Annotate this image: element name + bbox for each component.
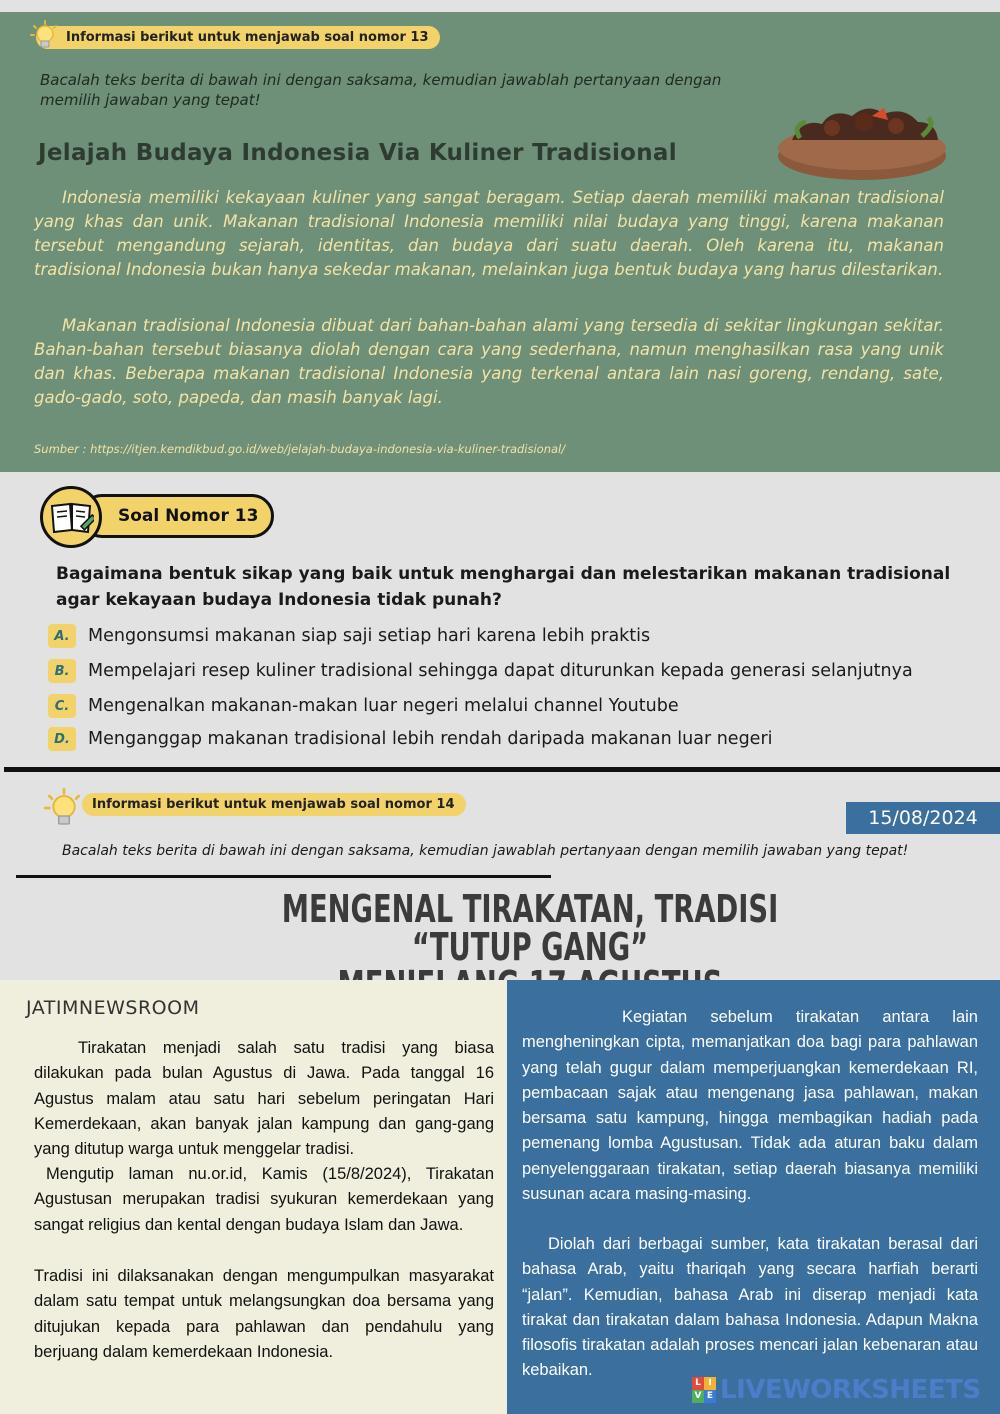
instruction-14: Bacalah teks berita di bawah ini dengan saksama, kemudian jawablah pertanyaan dengan memilih jawaban yang tepat! <box>62 843 909 859</box>
info-label-14: Informasi berikut untuk menjawab soal nomor 14 <box>82 793 466 816</box>
headline-line-1: MENGENAL TIRAKATAN, TRADISI “TUTUP GANG” <box>281 887 779 969</box>
liveworksheets-watermark[interactable] <box>692 1375 981 1405</box>
option-letter: C. <box>48 694 76 718</box>
lightbulb-icon <box>44 786 84 830</box>
question-number-label: Soal Nomor 13 <box>118 506 259 526</box>
liveworksheets-logo-icon <box>692 1377 716 1403</box>
article-paragraph-2: Makanan tradisional Indonesia dibuat dari bahan-bahan alami yang tersedia di sekitar lingkungan sekitar. Bahan-bahan tersebut biasanya diolah dengan cara yang sederhana, namun menghasilkan rasa yang unik dan khas. Beberapa makanan tradisional Indonesia yang terkenal antara lain nasi goreng, rendang, sate, gado-gado, soto, papeda, dan masih banyak lagi. <box>34 316 944 407</box>
answer-option-a[interactable] <box>48 622 650 650</box>
option-text: Mengenalkan makanan-makan luar negeri melalui channel Youtube <box>88 696 679 716</box>
news-paragraph-3: Tradisi ini dilaksanakan dengan mengumpulkan masyarakat dalam satu tempat untuk melangsungkan doa bersama yang ditujukan kepada para pahlawan dan pendahulu yang berjuang dalam kemerdekaan Indonesia. <box>34 1267 494 1361</box>
instruction-13: Bacalah teks berita di bawah ini dengan saksama, kemudian jawablah pertanyaan dengan memilih jawaban yang tepat! <box>40 71 722 109</box>
option-text: Menganggap makanan tradisional lebih rendah daripada makanan luar negeri <box>88 729 773 749</box>
option-letter: B. <box>48 659 76 683</box>
logo-letter: V <box>692 1390 704 1403</box>
food-dish-icon <box>772 78 952 188</box>
logo-letter: I <box>704 1377 716 1390</box>
news-paragraph-4: Kegiatan sebelum tirakatan antara lain mengheningkan cipta, memanjatkan doa bagi para pahlawan yang telah gugur dalam memperjuangkan kemerdekaan RI, pembacaan sajak atau mengenang jasa pahlawan, makan bersama satu kampung, hingga membagikan hadiah pada pemenang lomba Agustusan. Tidak ada aturan baku dalam penyelenggaraan tirakatan, setiap daerah biasanya memiliki susunan acara masing-masing. <box>522 1008 978 1204</box>
option-letter: A. <box>48 624 76 648</box>
article-date: 15/08/2024 <box>846 802 1000 834</box>
option-text: Mengonsumsi makanan siap saji setiap hari karena lebih praktis <box>88 626 651 646</box>
answer-option-d[interactable] <box>48 725 773 753</box>
info-label-13: Informasi berikut untuk menjawab soal nomor 13 <box>36 26 440 49</box>
answer-option-b[interactable] <box>48 657 913 685</box>
news-paragraph-2: Mengutip laman nu.or.id, Kamis (15/8/2024), Tirakatan Agustusan merupakan tradisi syukuran kemerdekaan yang sangat religius dan kental dengan budaya Islam dan Jawa. <box>34 1165 494 1234</box>
logo-letter: E <box>704 1390 716 1403</box>
watermark-text: LIVEWORKSHEETS <box>720 1375 981 1405</box>
headline-rule <box>16 875 551 878</box>
option-letter: D. <box>48 727 76 751</box>
question-badge <box>40 486 276 546</box>
article-source: Sumber : https://itjen.kemdikbud.go.id/web/jelajah-budaya-indonesia-via-kuliner-tradisional/ <box>34 442 566 456</box>
news-source-label: JATIMNEWSROOM <box>26 997 200 1019</box>
answer-option-c[interactable] <box>48 692 679 720</box>
section-divider <box>4 767 1000 772</box>
book-pencil-icon <box>50 500 94 536</box>
article-paragraph-1: Indonesia memiliki kekayaan kuliner yang sangat beragam. Setiap daerah memiliki makanan tradisional yang khas dan unik. Makanan tradisional Indonesia memiliki nilai budaya yang tinggi, karena makanan tersebut mengandung sejarah, identitas, dan budaya dari suatu daerah. Oleh karena itu, makanan tradisional Indonesia bukan hanya sekedar makanan, melainkan juga bentuk budaya yang harus dilestarikan. <box>34 188 944 279</box>
logo-letter: L <box>692 1377 704 1390</box>
news-paragraph-5: Diolah dari berbagai sumber, kata tirakatan berasal dari bahasa Arab, yaitu thariqah yang secara harfiah berarti “jalan”. Kemudian, bahasa Arab ini diserap menjadi kata tirakat dan tirakatan dalam bahasa Indonesia. Adapun Makna filosofis tirakatan adalah proses mencari jalan kebenaran atau kebaikan. <box>522 1235 978 1380</box>
news-paragraph-1: Tirakatan menjadi salah satu tradisi yang biasa dilakukan pada bulan Agustus di Jawa. Pada tanggal 16 Agustus malam atau satu hari sebelum peringatan Hari Kemerdekaan, akan banyak jalan kampung dan gang-gang yang ditutup warga untuk menggelar tradisi. <box>34 1039 494 1159</box>
info-panel-13 <box>0 12 1000 472</box>
option-text: Mempelajari resep kuliner tradisional sehingga dapat diturunkan kepada generasi selanjutnya <box>88 661 913 681</box>
lightbulb-icon <box>30 20 60 50</box>
article-title-13: Jelajah Budaya Indonesia Via Kuliner Tradisional <box>38 140 677 166</box>
question-text: Bagaimana bentuk sikap yang baik untuk menghargai dan melestarikan makanan tradisional agar kekayaan budaya Indonesia tidak punah? <box>56 564 951 610</box>
